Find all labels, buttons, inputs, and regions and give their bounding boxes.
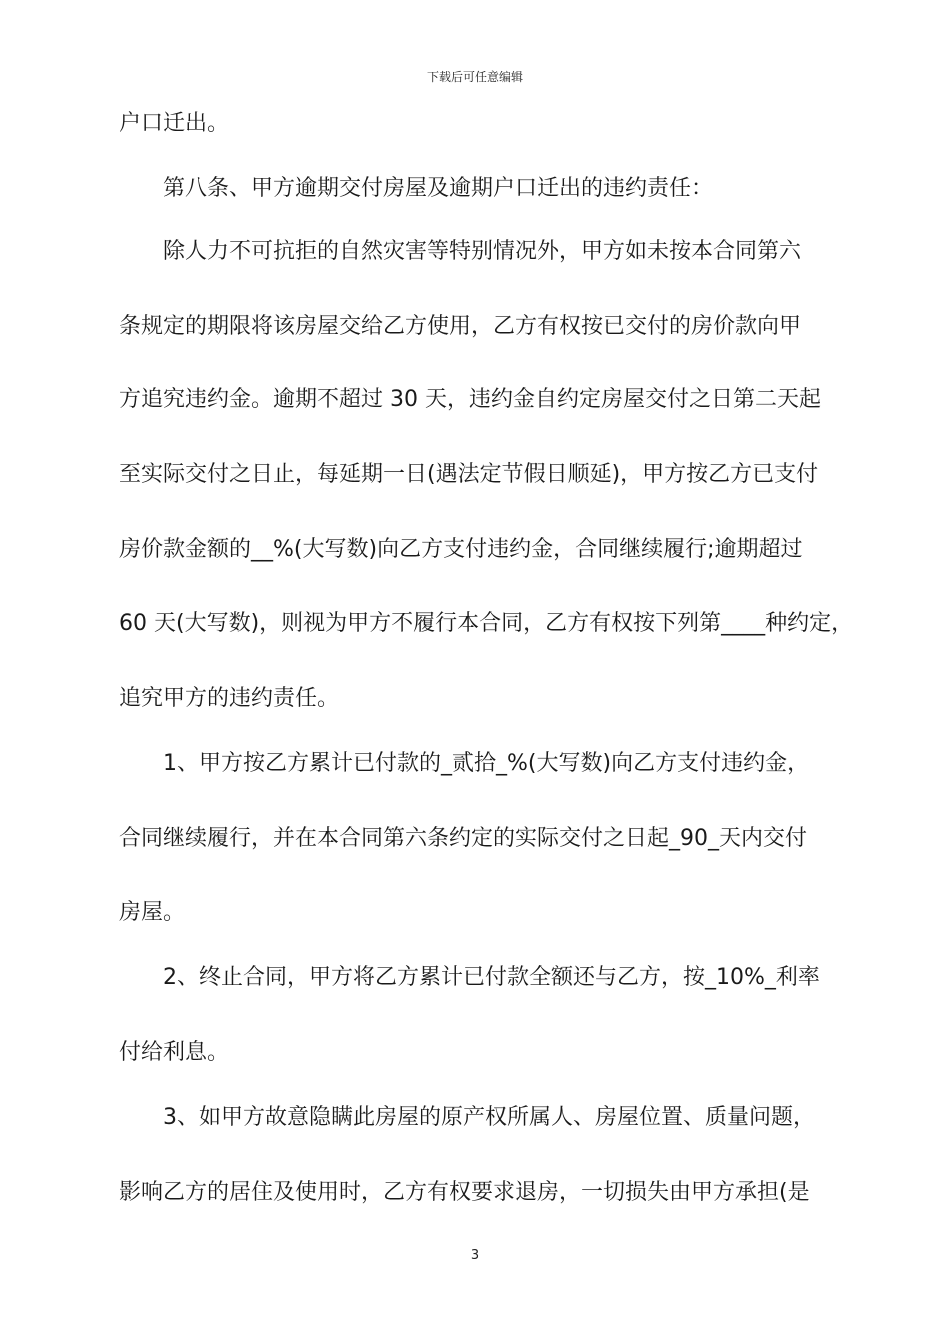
page-number: 3 bbox=[470, 1248, 480, 1263]
text-line: 户口迁出。 bbox=[119, 111, 230, 136]
text-line: 追究甲方的违约责任。 bbox=[119, 686, 340, 711]
text-line: 除人力不可抗拒的自然灾害等特别情况外，甲方如未按本合同第六 bbox=[163, 239, 802, 264]
section-heading-article-8: 第八条、甲方逾期交付房屋及逾期户口迁出的违约责任： bbox=[163, 176, 714, 201]
text-line: 影响乙方的居住及使用时，乙方有权要求退房，一切损失由甲方承担(是 bbox=[119, 1180, 810, 1205]
text-line: 合同继续履行，并在本合同第六条约定的实际交付之日起_90_天内交付 bbox=[119, 826, 807, 851]
clause-item-1: 1、甲方按乙方累计已付款的_贰拾_%(大写数)向乙方支付违约金， bbox=[163, 751, 810, 776]
page-header-note: 下载后可任意编辑 bbox=[426, 70, 523, 84]
clause-item-2: 2、终止合同，甲方将乙方累计已付款全额还与乙方，按_10%_利率 bbox=[163, 965, 820, 990]
text-line: 房价款金额的__%(大写数)向乙方支付违约金，合同继续履行;逾期超过 bbox=[119, 537, 803, 562]
text-line: 房屋。 bbox=[119, 900, 186, 925]
text-line: 付给利息。 bbox=[119, 1040, 230, 1065]
text-line: 条规定的期限将该房屋交给乙方使用，乙方有权按已交付的房价款向甲 bbox=[119, 314, 802, 339]
text-line: 至实际交付之日止，每延期一日(遇法定节假日顺延)，甲方按乙方已支付 bbox=[119, 462, 819, 487]
clause-item-3: 3、如甲方故意隐瞒此房屋的原产权所属人、房屋位置、质量问题， bbox=[163, 1105, 815, 1130]
text-line: 60 天(大写数)，则视为甲方不履行本合同，乙方有权按下列第____种约定， bbox=[119, 611, 854, 636]
text-line: 方追究违约金。逾期不超过 30 天，违约金自约定房屋交付之日第二天起 bbox=[119, 387, 821, 412]
